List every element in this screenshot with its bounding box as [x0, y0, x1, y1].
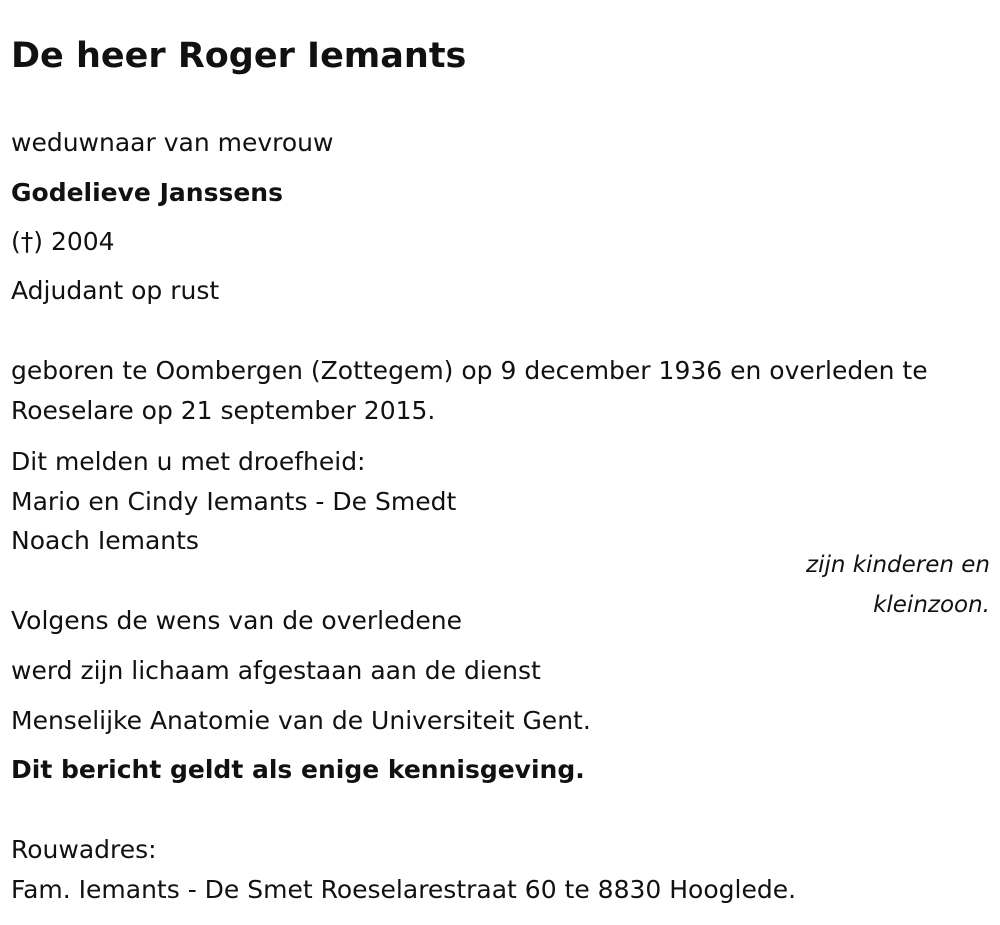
only-notice: Dit bericht geldt als enige kennisgeving. [11, 755, 585, 784]
birth-death-line-2: Roeselare op 21 september 2015. [11, 396, 436, 425]
spouse-death: (†) 2004 [11, 227, 115, 256]
family-relation-line-1: zijn kinderen en [806, 552, 990, 578]
family-line-2: Noach Iemants [11, 526, 199, 555]
spouse-name: Godelieve Janssens [11, 178, 283, 207]
page-title: De heer Roger Iemants [11, 36, 467, 76]
occupation: Adjudant op rust [11, 276, 220, 305]
address-label: Rouwadres: [11, 835, 157, 864]
birth-death-line-1: geboren te Oombergen (Zottegem) op 9 december 1936 en overleden te [11, 356, 928, 385]
wish-line-1: Volgens de wens van de overledene [11, 606, 462, 635]
family-line-1: Mario en Cindy Iemants - De Smedt [11, 487, 457, 516]
family-relation-line-2: kleinzoon. [873, 592, 990, 618]
wish-line-3: Menselijke Anatomie van de Universiteit Gent. [11, 706, 591, 735]
announce-intro: Dit melden u met droefheid: [11, 447, 366, 476]
wish-line-2: werd zijn lichaam afgestaan aan de dienst [11, 656, 541, 685]
spouse-intro: weduwnaar van mevrouw [11, 128, 334, 157]
address: Fam. Iemants - De Smet Roeselarestraat 60 te 8830 Hooglede. [11, 875, 797, 904]
